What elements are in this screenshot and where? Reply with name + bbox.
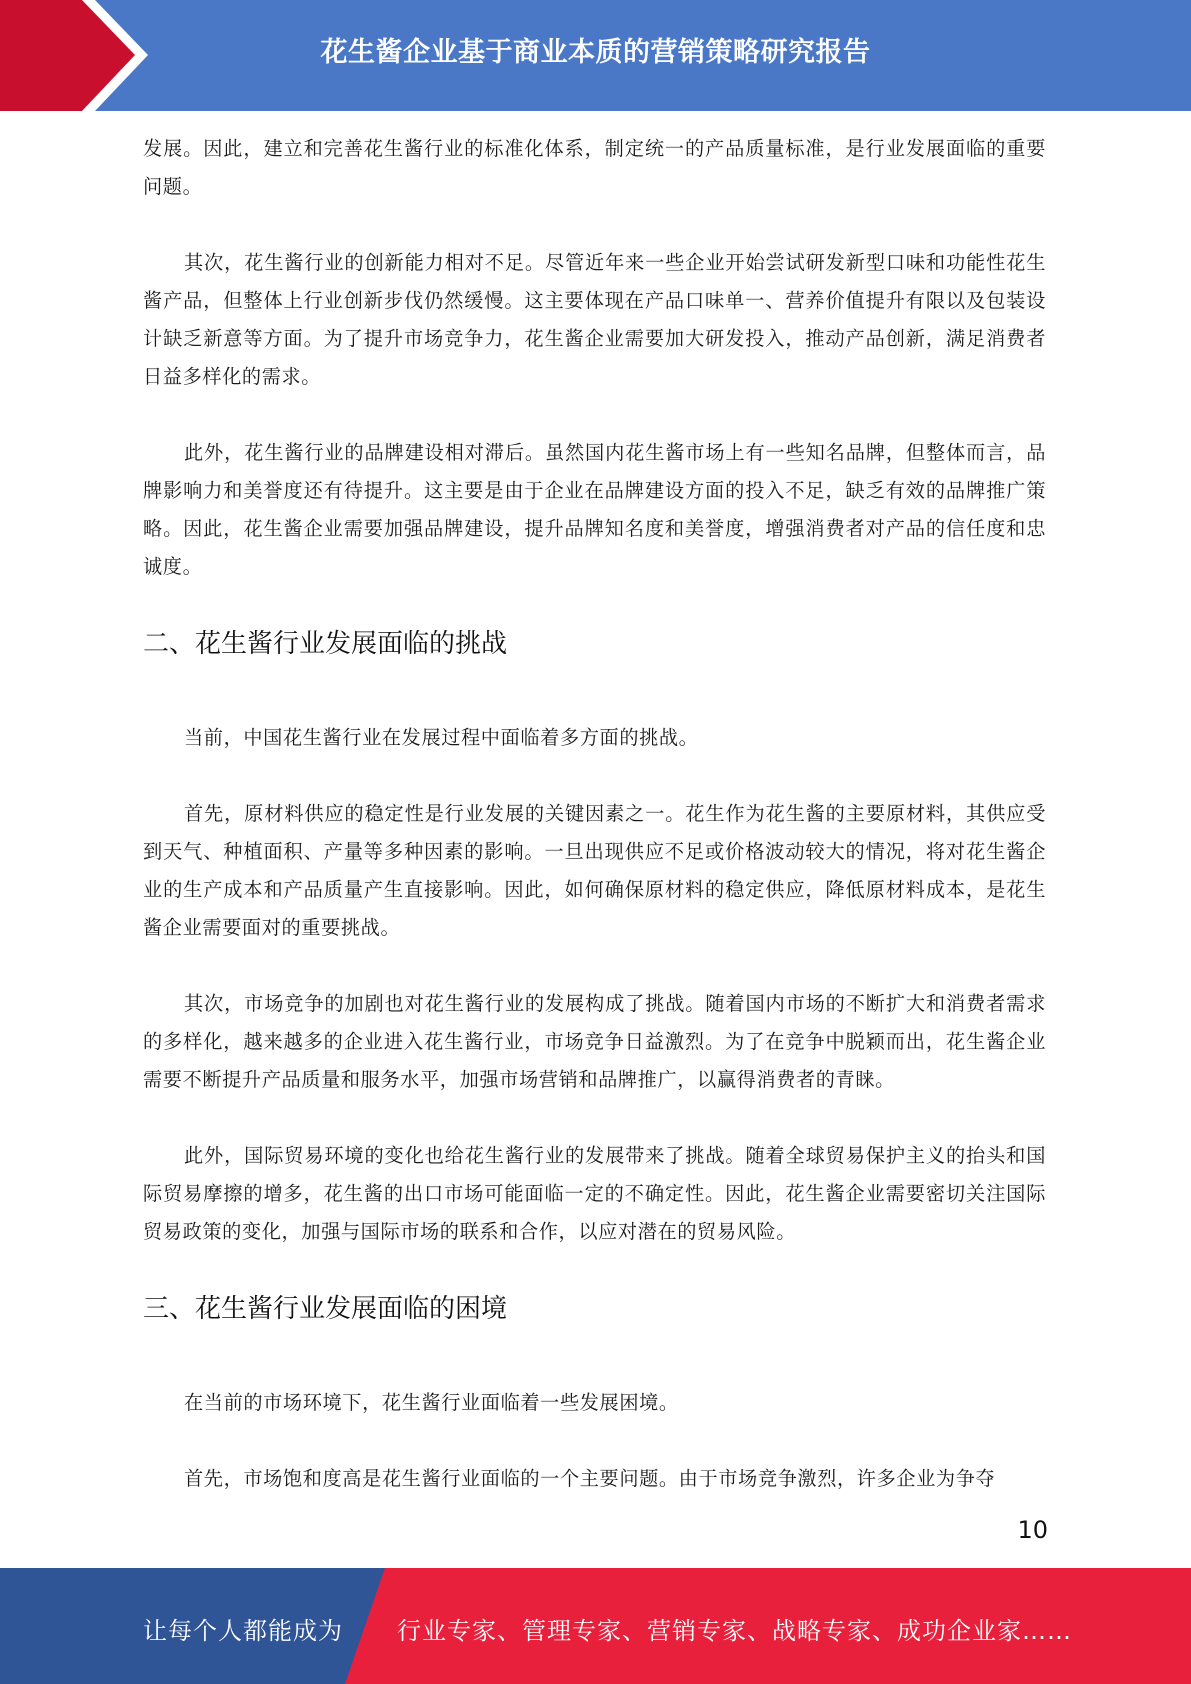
paragraph: 此外，国际贸易环境的变化也给花生酱行业的发展带来了挑战。随着全球贸易保护主义的抬头和国际贸易摩擦的增多，花生酱的出口市场可能面临一定的不确定性。因此，花生酱企业需要密切关注国际贸易政策的变化，加强与国际市场的联系和合作，以应对潜在的贸易风险。 — [143, 1144, 1046, 1243]
paragraph: 首先，市场饱和度高是花生酱行业面临的一个主要问题。由于市场竞争激烈，许多企业为争夺 — [184, 1467, 996, 1490]
paragraph: 此外，花生酱行业的品牌建设相对滞后。虽然国内花生酱市场上有一些知名品牌，但整体而言，品牌影响力和美誉度还有待提升。这主要是由于企业在品牌建设方面的投入不足，缺乏有效的品牌推广策略。因此，花生酱企业需要加强品牌建设，提升品牌知名度和美誉度，增强消费者对产品的信任度和忠诚度。 — [143, 441, 1046, 578]
paragraph: 在当前的市场环境下，花生酱行业面临着一些发展困境。 — [184, 1391, 679, 1414]
document-body — [143, 130, 1046, 1536]
header-banner — [0, 0, 1191, 111]
paragraph: 当前，中国花生酱行业在发展过程中面临着多方面的挑战。 — [184, 726, 699, 749]
paragraph: 其次，市场竞争的加剧也对花生酱行业的发展构成了挑战。随着国内市场的不断扩大和消费者需求的多样化，越来越多的企业进入花生酱行业，市场竞争日益激烈。为了在竞争中脱颖而出，花生酱企业需要不断提升产品质量和服务水平，加强市场营销和品牌推广，以赢得消费者的青睐。 — [143, 992, 1046, 1091]
footer-slogan-left: 让每个人都能成为 — [143, 1617, 343, 1645]
report-title: 花生酱企业基于商业本质的营销策略研究报告 — [320, 37, 871, 68]
footer-banner — [0, 1568, 1191, 1684]
section-heading-2: 二、花生酱行业发展面临的挑战 — [143, 629, 508, 659]
paragraph: 其次，花生酱行业的创新能力相对不足。尽管近年来一些企业开始尝试研发新型口味和功能性花生酱产品，但整体上行业创新步伐仍然缓慢。这主要体现在产品口味单一、营养价值提升有限以及包装设计缺乏新意等方面。为了提升市场竞争力，花生酱企业需要加大研发投入，推动产品创新，满足消费者日益多样化的需求。 — [143, 251, 1046, 388]
page-number: 10 — [1017, 1516, 1048, 1544]
paragraph: 首先，原材料供应的稳定性是行业发展的关键因素之一。花生作为花生酱的主要原材料，其供应受到天气、种植面积、产量等多种因素的影响。一旦出现供应不足或价格波动较大的情况，将对花生酱企业的生产成本和产品质量产生直接影响。因此，如何确保原材料的稳定供应，降低原材料成本，是花生酱企业需要面对的重要挑战。 — [143, 802, 1046, 939]
section-heading-3: 三、花生酱行业发展面临的困境 — [143, 1294, 508, 1324]
paragraph: 发展。因此，建立和完善花生酱行业的标准化体系，制定统一的产品质量标准，是行业发展面临的重要问题。 — [143, 137, 1046, 198]
footer-slogan-right: 行业专家、管理专家、营销专家、战略专家、成功企业家…… — [397, 1617, 1072, 1645]
